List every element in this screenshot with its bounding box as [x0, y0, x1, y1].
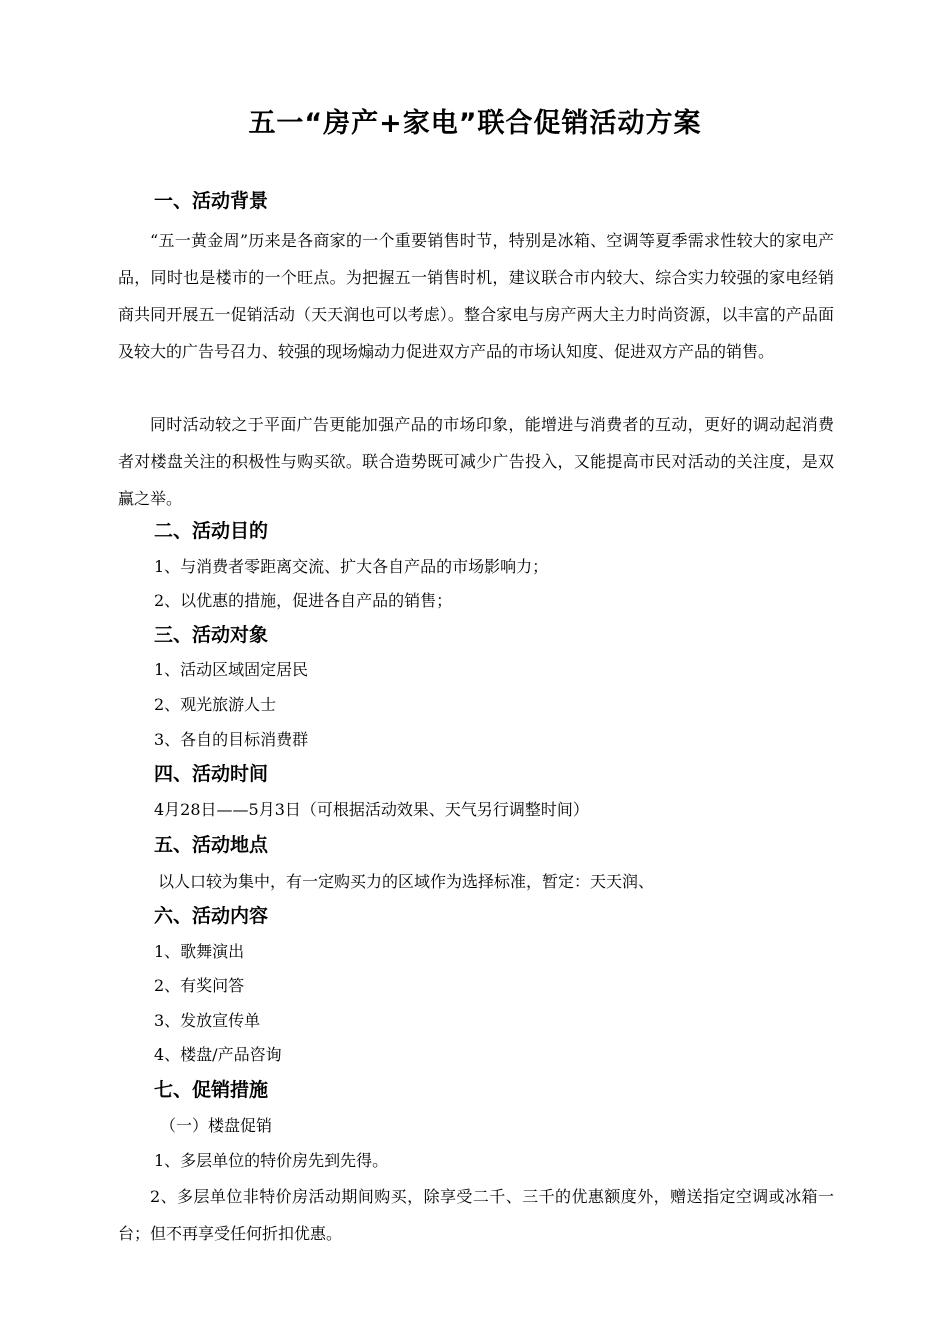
heading-venue: 五、活动地点	[154, 834, 269, 856]
heading-time: 四、活动时间	[154, 763, 269, 785]
content-item: 1、歌舞演出	[154, 942, 245, 961]
document-title: 五一“房产+家电”联合促销活动方案	[248, 108, 702, 139]
goals-item: 1、与消费者零距离交流、扩大各自产品的市场影响力；	[154, 557, 549, 576]
heading-measures: 七、促销措施	[154, 1079, 269, 1101]
targets-item: 2、观光旅游人士	[154, 695, 277, 714]
background-paragraph-1: “五一黄金周”历来是各商家的一个重要销售时节，特别是冰箱、空调等夏季需求性较大的家电产品，同时也是楼市的一个旺点。为把握五一销售时机，建议联合市内较大、综合实力较强的家电经销商共同开展五一促销活动（天天润也可以考虑）。整合家电与房产两大主力时尚资源，以丰富的产品面及较大的广告号召力、较强的现场煽动力促进双方产品的市场认知度、促进双方产品的销售。	[118, 231, 834, 361]
background-paragraph-2: 同时活动较之于平面广告更能加强产品的市场印象，能增进与消费者的互动，更好的调动起消费者对楼盘关注的积极性与购买欲。联合造势既可减少广告投入，又能提高市民对活动的关注度，是双赢之举。	[118, 415, 834, 508]
venue-text: 以人口较为集中，有一定购买力的区域作为选择标准，暂定：天天润、	[158, 872, 655, 891]
content-item: 3、发放宣传单	[154, 1011, 261, 1030]
targets-item: 1、活动区域固定居民	[154, 660, 309, 679]
measures-item: 1、多层单位的特价房先到先得。	[154, 1151, 389, 1170]
measures-item: 2、多层单位非特价房活动期间购买，除享受二千、三千的优惠额度外，赠送指定空调或冰箱一台；但不再享受任何折扣优惠。	[118, 1187, 834, 1243]
measures-subheading: （一）楼盘促销	[160, 1116, 273, 1135]
content-item: 2、有奖问答	[154, 976, 245, 995]
heading-content: 六、活动内容	[154, 905, 269, 927]
heading-targets: 三、活动对象	[154, 624, 269, 646]
targets-item: 3、各自的目标消费群	[154, 730, 309, 749]
content-item: 4、楼盘/产品咨询	[154, 1045, 282, 1064]
heading-background: 一、活动背景	[154, 190, 269, 212]
time-text: 4月28日——5月3日（可根据活动效果、天气另行调整时间）	[154, 800, 589, 819]
heading-goals: 二、活动目的	[154, 520, 269, 542]
goals-item: 2、以优惠的措施，促进各自产品的销售；	[154, 591, 453, 610]
